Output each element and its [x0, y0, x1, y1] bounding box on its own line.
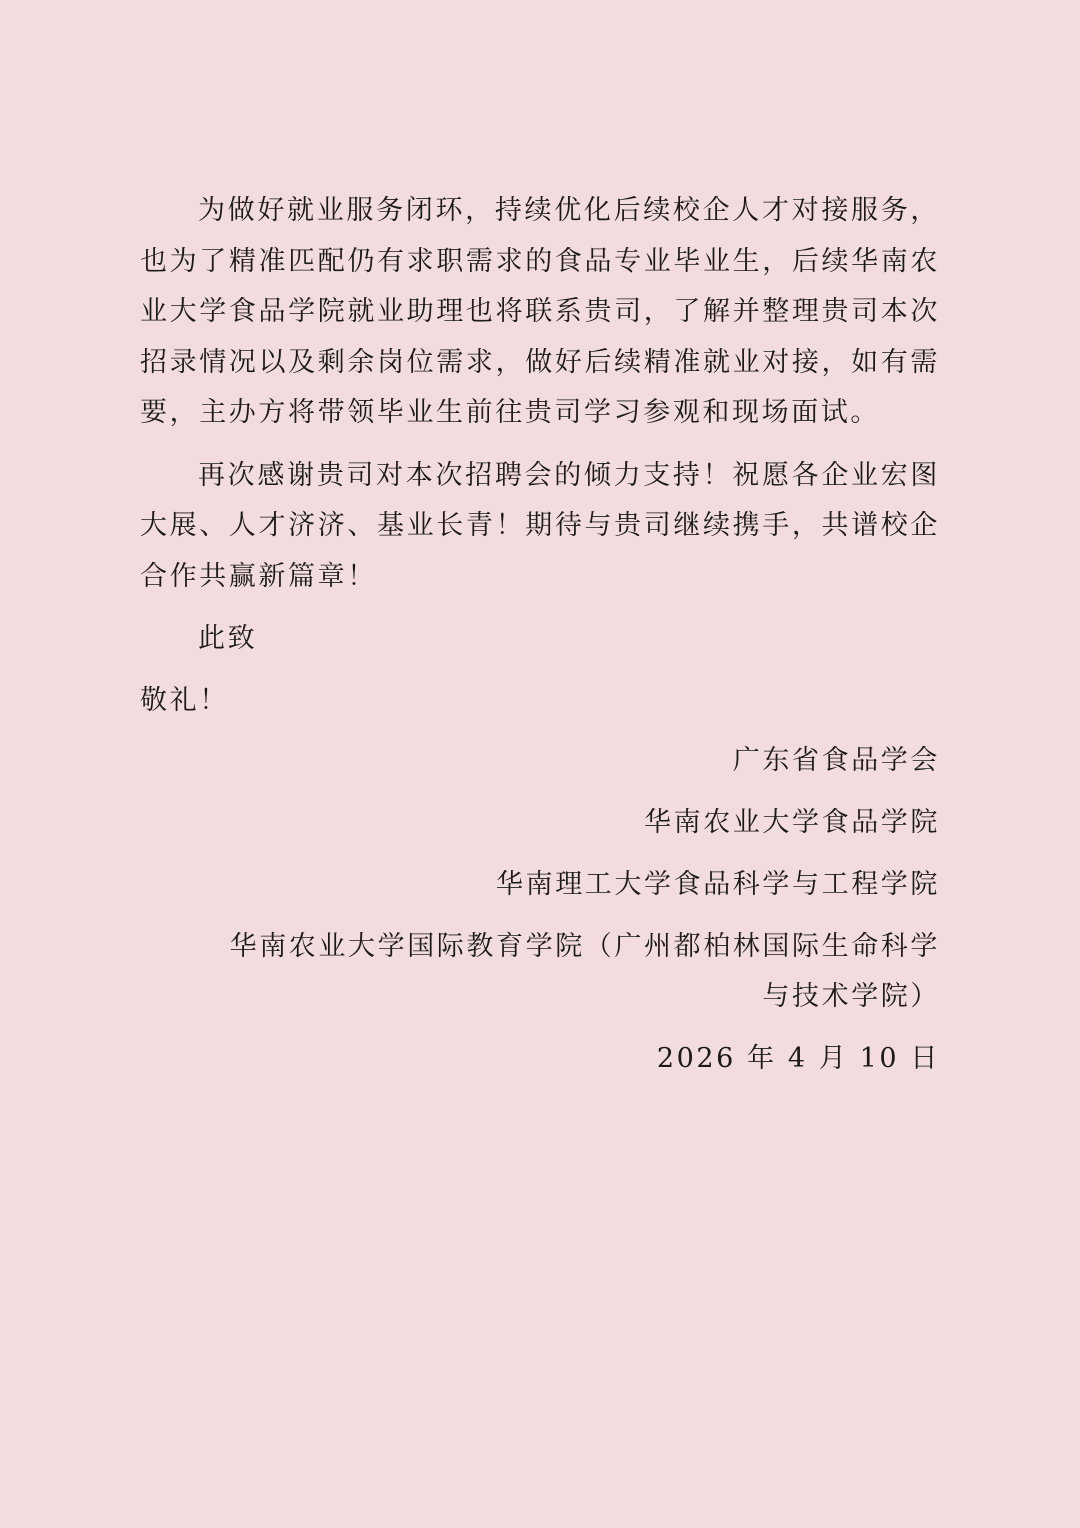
- signatory-2: 华南农业大学食品学院: [644, 807, 940, 838]
- signatory-4: 华南农业大学国际教育学院（广州都柏林国际生命科学与技术学院）: [229, 931, 940, 1012]
- closing-phrase: 此致: [198, 623, 258, 654]
- letter-body: [140, 186, 940, 1096]
- signatory-1: 广东省食品学会: [732, 745, 940, 776]
- body-paragraph-1: 为做好就业服务闭环，持续优化后续校企人才对接服务，也为了精准匹配仍有求职需求的食品专业毕业生，后续华南农业大学食品学院就业助理也将联系贵司，了解并整理贵司本次招录情况以及剩余岗位需求，做好后续精准就业对接，如有需要，主办方将带领毕业生前往贵司学习参观和现场面试。: [140, 195, 940, 428]
- body-paragraph-2: 再次感谢贵司对本次招聘会的倾力支持！祝愿各企业宏图大展、人才济济、基业长青！期待与贵司继续携手，共谱校企合作共赢新篇章！: [140, 459, 940, 592]
- signatory-3: 华南理工大学食品科学与工程学院: [496, 869, 940, 900]
- letter-date: 2026 年 4 月 10 日: [656, 1043, 940, 1074]
- salutation: 敬礼！: [140, 685, 229, 716]
- signature-block: [140, 736, 940, 1084]
